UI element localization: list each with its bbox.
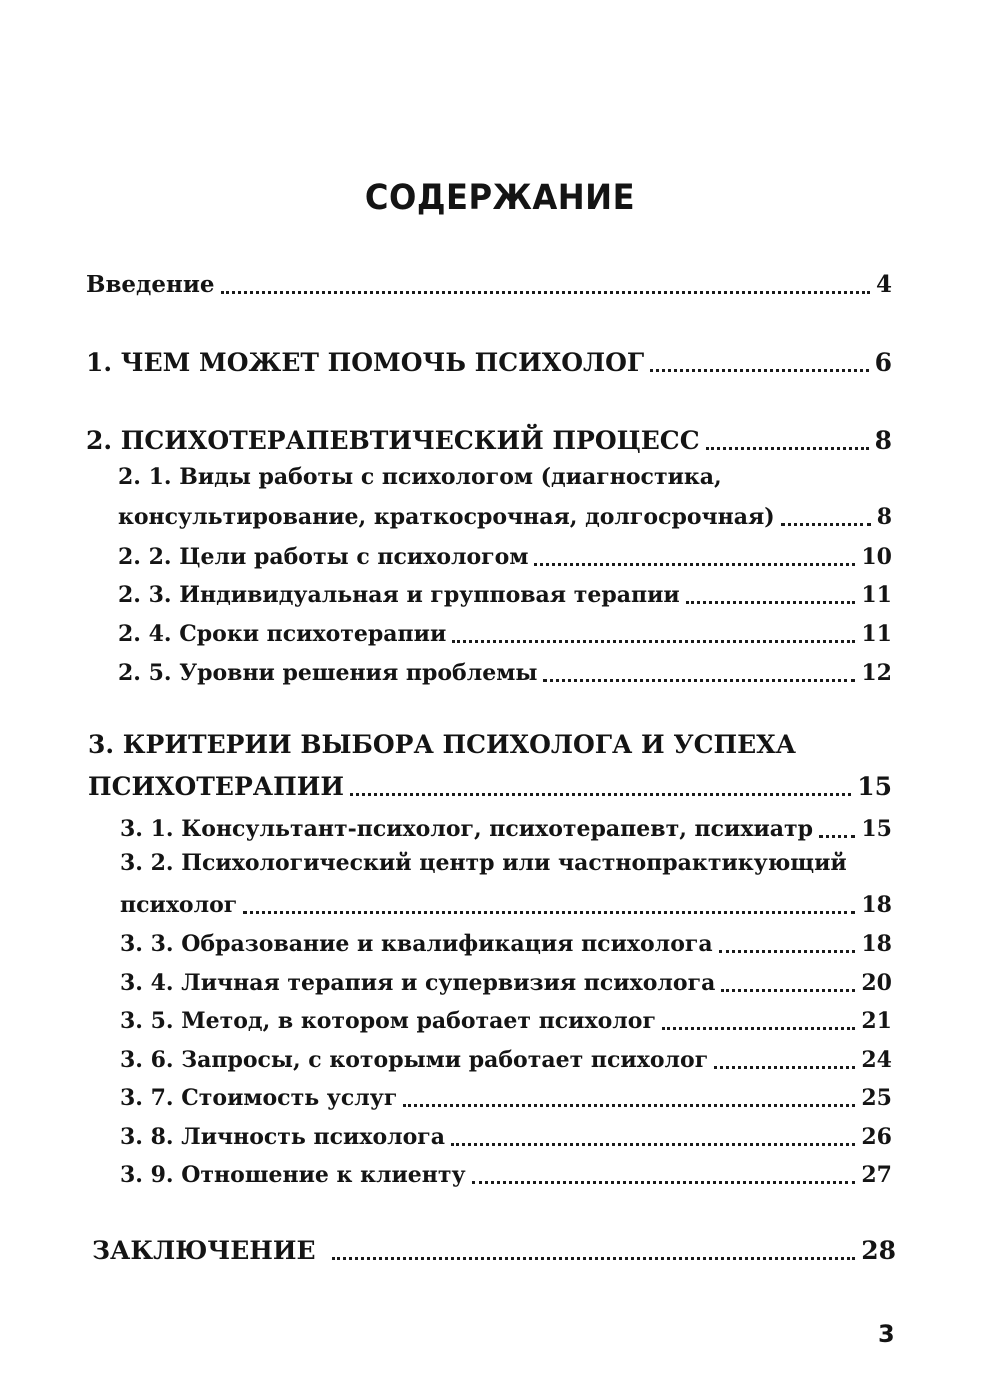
toc-entry-page: 12	[861, 660, 892, 686]
dot-leader	[719, 950, 856, 953]
toc-entry-label: 3. 9. Отношение к клиенту	[120, 1162, 466, 1188]
toc-entry-label: 3. 3. Образование и квалификация психолога	[120, 931, 713, 957]
toc-entry-page: 28	[861, 1236, 896, 1265]
toc-entry-label: 2. 4. Сроки психотерапии	[118, 621, 447, 647]
toc-entry-page: 6	[874, 348, 892, 377]
toc-entry-page: 24	[861, 1047, 892, 1073]
toc-entry-intro[interactable]	[86, 262, 892, 300]
dot-leader	[350, 793, 851, 796]
toc-entry-3-2-line1[interactable]: 3. 2. Психологический центр или частнопрактикующий	[120, 850, 847, 876]
dot-leader	[706, 447, 869, 450]
toc-entry-page: 8	[876, 504, 892, 530]
toc-entry-chapter-3[interactable]	[88, 764, 892, 802]
toc-entry-label: 3. 1. Консультант-психолог, психотерапевт, психиатр	[120, 816, 814, 842]
toc-entry-3-7[interactable]	[120, 1075, 892, 1113]
toc-entry-page: 15	[861, 816, 892, 842]
toc-entry-page: 20	[861, 970, 892, 996]
toc-entry-label: 2. 5. Уровни решения проблемы	[118, 660, 538, 686]
dot-leader	[221, 291, 870, 294]
dot-leader	[714, 1066, 855, 1069]
toc-entry-3-6[interactable]	[120, 1037, 892, 1075]
dot-leader	[403, 1104, 855, 1107]
dot-leader	[650, 369, 868, 372]
toc-entry-label: 2. 3. Индивидуальная и групповая терапии	[118, 582, 680, 608]
dot-leader	[686, 601, 856, 604]
toc-entry-label: 3. 5. Метод, в котором работает психолог	[120, 1008, 656, 1034]
toc-entry-label: 2. 2. Цели работы с психологом	[118, 544, 529, 570]
toc-entry-2-5[interactable]	[118, 650, 892, 688]
toc-entry-page: 27	[861, 1162, 892, 1188]
toc-entry-label: 1. ЧЕМ МОЖЕТ ПОМОЧЬ ПСИХОЛОГ	[86, 348, 645, 377]
toc-entry-page: 18	[861, 892, 892, 918]
toc-entry-2-1-line1[interactable]: 2. 1. Виды работы с психологом (диагностика,	[118, 464, 722, 490]
toc-entry-2-3[interactable]	[118, 572, 892, 610]
dot-leader	[472, 1181, 856, 1184]
dot-leader	[452, 640, 855, 643]
toc-entry-page: 21	[861, 1008, 892, 1034]
toc-entry-page: 11	[861, 582, 892, 608]
dot-leader	[543, 679, 855, 682]
toc-entry-page: 18	[861, 931, 892, 957]
dot-leader	[451, 1143, 855, 1146]
toc-entry-label: Введение	[86, 271, 215, 298]
toc-entry-3-9[interactable]	[120, 1152, 892, 1190]
toc-entry-2-4[interactable]	[118, 611, 892, 649]
toc-entry-label: консультирование, краткосрочная, долгосрочная)	[118, 504, 775, 530]
toc-entry-2-2[interactable]	[118, 534, 892, 572]
toc-entry-label: 2. ПСИХОТЕРАПЕВТИЧЕСКИЙ ПРОЦЕСС	[86, 426, 700, 455]
toc-entry-3-5[interactable]	[120, 998, 892, 1036]
toc-entry-page: 8	[874, 426, 892, 455]
toc-entry-label: 3. 8. Личность психолога	[120, 1124, 446, 1150]
dot-leader	[662, 1027, 855, 1030]
toc-entry-page: 4	[875, 271, 892, 298]
toc-entry-chapter-1[interactable]	[86, 340, 892, 378]
dot-leader	[534, 563, 855, 566]
toc-entry-3-2[interactable]	[120, 882, 892, 920]
toc-entry-conclusion[interactable]	[92, 1228, 896, 1266]
page-number: 3	[878, 1320, 895, 1348]
toc-entry-3-1[interactable]	[120, 806, 892, 844]
dot-leader	[243, 911, 855, 914]
toc-entry-label: 3. 7. Стоимость услуг	[120, 1085, 398, 1111]
toc-entry-2-1[interactable]	[118, 494, 892, 532]
toc-entry-3-4[interactable]	[120, 960, 892, 998]
toc-entry-label: ПСИХОТЕРАПИИ	[88, 772, 344, 801]
toc-entry-label: 3. 6. Запросы, с которыми работает психолог	[120, 1047, 709, 1073]
toc-entry-chapter-3-line1[interactable]: 3. КРИТЕРИИ ВЫБОРА ПСИХОЛОГА И УСПЕХА	[88, 730, 796, 759]
toc-entry-label: 3. 4. Личная терапия и супервизия психолога	[120, 970, 716, 996]
dot-leader	[781, 523, 871, 526]
dot-leader	[819, 835, 855, 838]
toc-entry-page: 26	[861, 1124, 892, 1150]
page-title: СОДЕРЖАНИЕ	[364, 178, 636, 218]
dot-leader	[332, 1257, 856, 1260]
toc-entry-chapter-2[interactable]	[86, 418, 892, 456]
dot-leader	[721, 989, 855, 992]
toc-entry-label: ЗАКЛЮЧЕНИЕ	[92, 1236, 316, 1265]
toc-entry-page: 15	[857, 772, 892, 801]
toc-entry-3-3[interactable]	[120, 921, 892, 959]
toc-entry-page: 10	[861, 544, 892, 570]
toc-entry-page: 25	[861, 1085, 892, 1111]
toc-entry-page: 11	[861, 621, 892, 647]
toc-entry-3-8[interactable]	[120, 1114, 892, 1152]
toc-entry-label: психолог	[120, 892, 238, 918]
